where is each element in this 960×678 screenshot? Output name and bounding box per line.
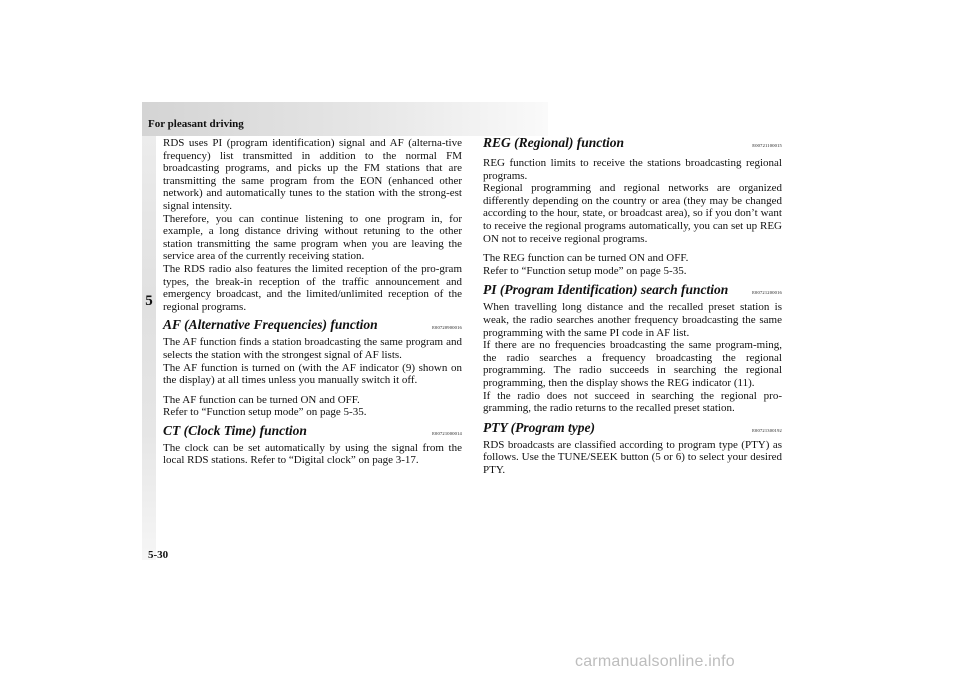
ct-heading (163, 423, 462, 439)
reg-paragraph: The REG function can be turned ON and OFF. (483, 252, 689, 265)
reg-section-code: E00721100015 (752, 143, 782, 148)
pi-paragraph: When travelling long distance and the recalled preset station is weak, the radio searches another frequency broadcasting the same programming with the same PI code in AF list. (483, 301, 782, 339)
pty-paragraph: RDS broadcasts are classified according to program type (PTY) as follows. Use the TUNE/SEEK button (5 or 6) to select your desired PTY. (483, 438, 782, 476)
pty-heading (483, 420, 782, 436)
intro-paragraph: RDS uses PI (program identification) signal and AF (alterna-tive frequency) list transmitted in addition to the normal FM broadcasting programs, and picks up the FM stations that are transmitting the same program from the EON (enhanced other network) and automatically tunes to the station with the strong-est signal intensity. (163, 137, 462, 212)
intro-paragraph: The RDS radio also features the limited reception of the pro-gram types, the break-in reception of the traffic announcement and emergency broadcast, and the limited/unlimited reception of the regional programs. (163, 262, 462, 313)
af-paragraph: The AF function finds a station broadcasting the same program and selects the station with the strongest signal of AF lists. (163, 336, 462, 361)
af-reference: Refer to “Function setup mode” on page 5-35. (163, 406, 367, 419)
reg-heading (483, 135, 782, 151)
af-paragraph: The AF function can be turned ON and OFF. (163, 393, 360, 406)
reg-paragraph: Regional programming and regional networks are organized differently depending on the country or area (they may be changed according to the hour, state, or broadcast area), so if you don’t want to receive the regional programs automatically, you can set up REG ON not to receive regional programs. (483, 182, 782, 245)
right-column (483, 137, 782, 476)
af-section-code: E00720900016 (432, 325, 462, 331)
pty-section-code: E00721300192 (752, 427, 782, 433)
intro-paragraph: Therefore, you can continue listening to one program in, for example, a long distance driving without retuning to the other station transmitting the same program when you are leaving the service area of the currently receiving station. (163, 212, 462, 263)
ct-paragraph: The clock can be set automatically by using the signal from the local RDS stations. Refer to “Digital clock” on page 3-17. (163, 441, 462, 467)
reg-heading-text: REG (Regional) function (483, 135, 625, 150)
chapter-side-band (142, 136, 156, 560)
pi-section-code: E00721200016 (752, 290, 782, 296)
page-header-title: For pleasant driving (148, 118, 244, 130)
left-column (163, 137, 462, 467)
ct-section-code: E00721000014 (432, 430, 462, 436)
pi-heading (483, 282, 782, 298)
watermark: carmanualsonline.info (575, 653, 735, 670)
pty-heading-text: PTY (Program type) (483, 419, 595, 435)
af-heading-text: AF (Alternative Frequencies) function (163, 317, 378, 333)
af-paragraph: The AF function is turned on (with the AF indicator (9) shown on the display) at all times unless you manually switch it off. (163, 361, 462, 387)
ct-heading-text: CT (Clock Time) function (163, 422, 307, 438)
pi-paragraph: If the radio does not succeed in searching the regional pro-gramming, the radio returns to the recalled preset station. (483, 389, 782, 415)
reg-paragraph: REG function limits to receive the stations broadcasting regional programs. (483, 157, 782, 182)
reg-reference: Refer to “Function setup mode” on page 5-35. (483, 264, 687, 277)
pi-heading-text: PI (Program Identification) search function (483, 282, 729, 298)
page-number: 5-30 (148, 549, 169, 561)
chapter-tab: 5 (145, 293, 153, 309)
pi-paragraph: If there are no frequencies broadcasting the same program-ming, the radio searches a frequency broadcasting the regional programming. The radio succeeds in searching the regional programming, then the display shows the REG indicator (11). (483, 339, 782, 389)
af-heading (163, 317, 462, 333)
